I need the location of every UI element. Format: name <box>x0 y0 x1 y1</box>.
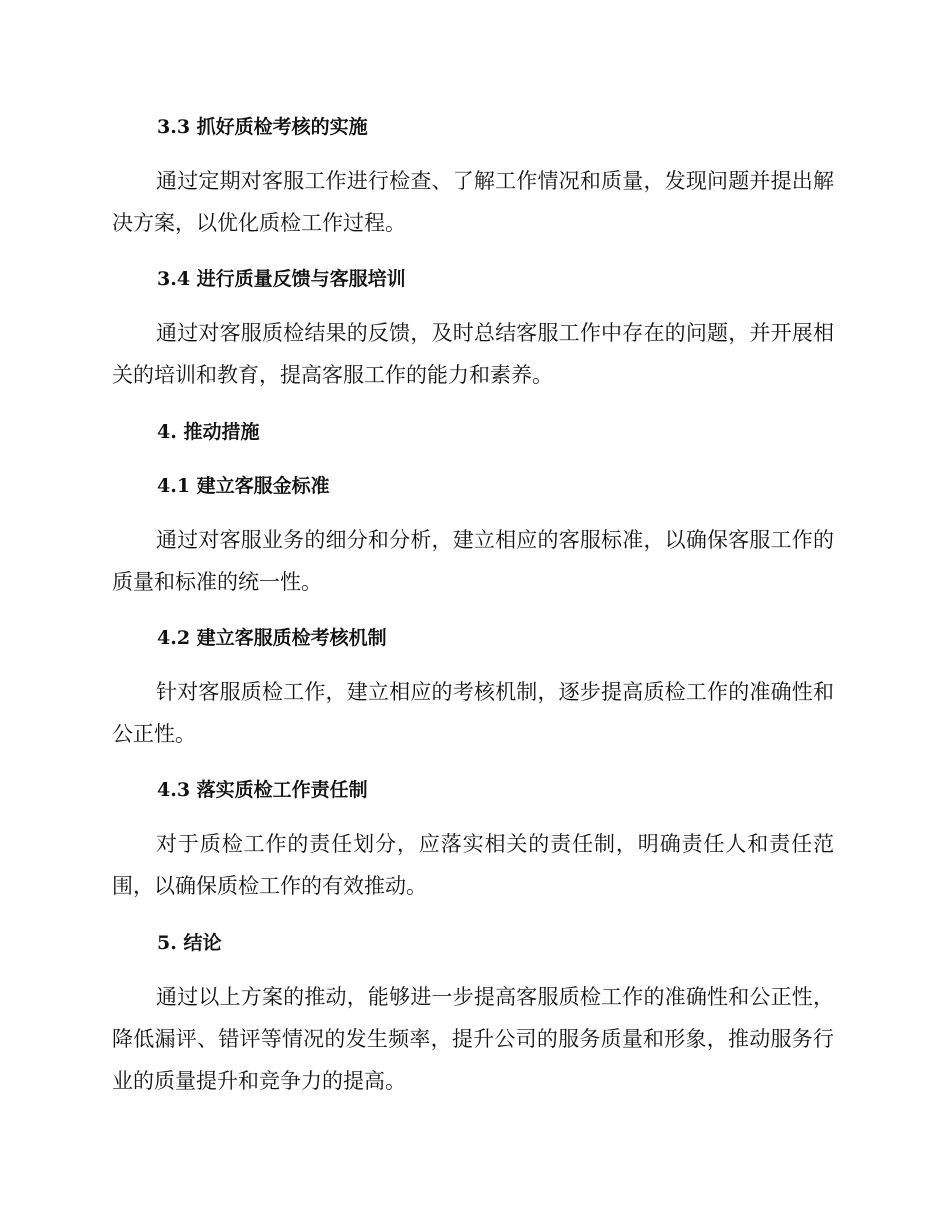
section-paragraph-3-3: 通过定期对客服工作进行检查、了解工作情况和质量，发现问题并提出解决方案，以优化质检工作过程。 <box>112 169 834 235</box>
section-paragraph-4-3: 对于质检工作的责任划分，应落实相关的责任制，明确责任人和责任范围，以确保质检工作的有效推动。 <box>112 832 834 898</box>
section-heading-4-2: 4.2 建立客服质检考核机制 <box>157 627 387 649</box>
section-heading-4-1: 4.1 建立客服金标准 <box>157 475 330 497</box>
section-paragraph-4-1: 通过对客服业务的细分和分析，建立相应的客服标准，以确保客服工作的质量和标准的统一性。 <box>112 528 834 594</box>
section-heading-3-3: 3.3 抓好质检考核的实施 <box>157 116 368 138</box>
section-paragraph-5: 通过以上方案的推动，能够进一步提高客服质检工作的准确性和公正性，降低漏评、错评等情况的发生频率，提升公司的服务质量和形象，推动服务行业的质量提升和竞争力的提高。 <box>112 985 834 1093</box>
section-heading-3-4: 3.4 进行质量反馈与客服培训 <box>157 268 406 290</box>
section-heading-5: 5. 结论 <box>157 932 222 954</box>
section-paragraph-4-2: 针对客服质检工作，建立相应的考核机制，逐步提高质检工作的准确性和公正性。 <box>112 680 834 746</box>
section-paragraph-3-4: 通过对客服质检结果的反馈，及时总结客服工作中存在的问题，并开展相关的培训和教育，提高客服工作的能力和素养。 <box>112 321 834 387</box>
section-heading-4: 4. 推动措施 <box>157 421 260 443</box>
section-heading-4-3: 4.3 落实质检工作责任制 <box>157 779 368 801</box>
